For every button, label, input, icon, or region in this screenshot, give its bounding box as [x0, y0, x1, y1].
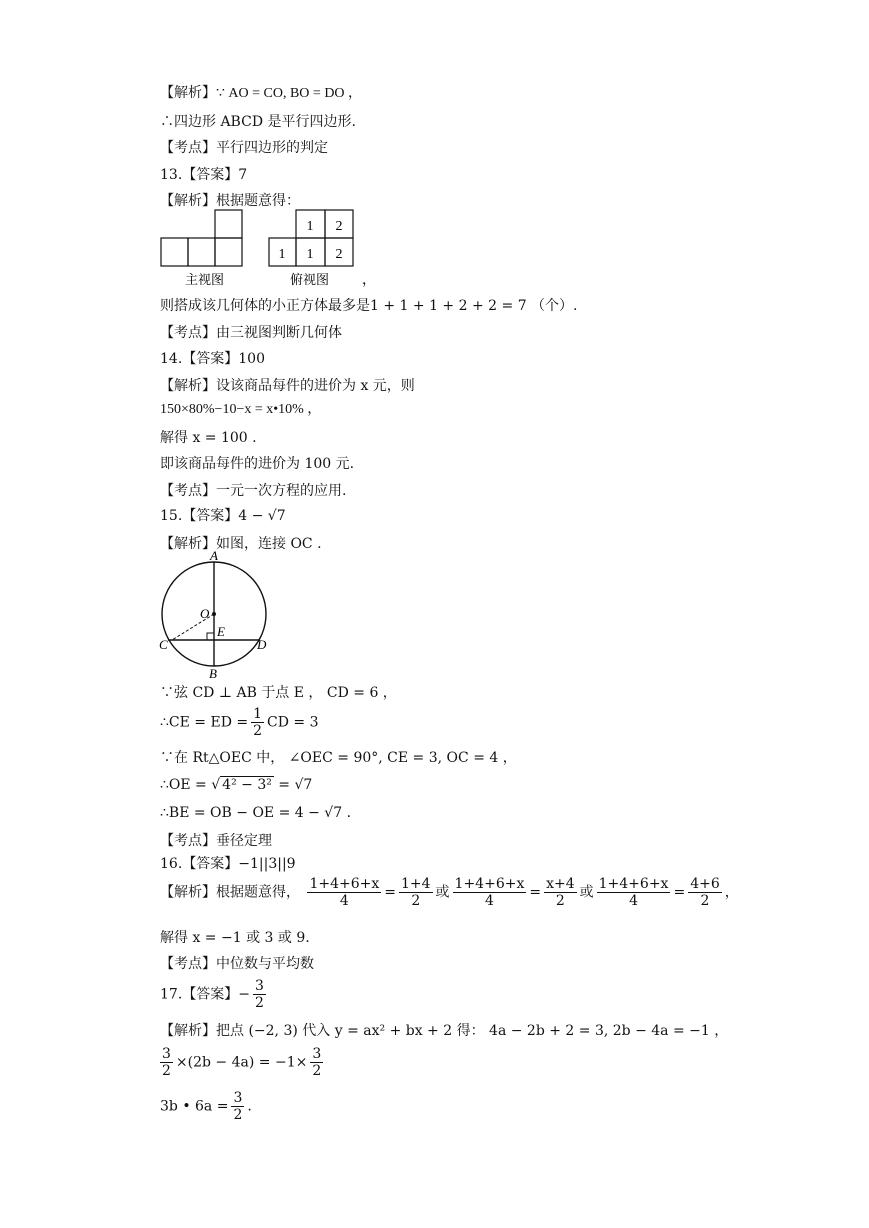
conclusion-q14: 即该商品每件的进价为 100 元.	[160, 456, 355, 472]
analysis-q14: 【解析】设该商品每件的进价为 x 元，则	[160, 378, 415, 394]
circle-figure	[156, 548, 276, 680]
top-view-cell: 1	[306, 219, 314, 234]
top-view-cell: 2	[335, 219, 343, 234]
point-q13: 【考点】由三视图判断几何体	[160, 325, 342, 341]
step2-q15: ∴CE = ED = $\frac{1}{2}$ CD = 3	[160, 706, 319, 739]
point-q12: 【考点】平行四边形的判定	[160, 140, 328, 156]
step2-q17: $\frac{3}{2}$ ×(2b − 4a) = −1× $\frac{3}{2}$	[162, 1046, 322, 1079]
analysis-math: ∵ AO = CO, BO = DO ，	[216, 86, 363, 101]
step5-q15: ∴BE = OB − OE = 4 − √7 .	[160, 805, 352, 821]
analysis-q13: 【解析】根据题意得：	[160, 193, 300, 209]
three-view-figure	[160, 208, 380, 288]
label-D: D	[257, 637, 267, 652]
analysis-tag: 【解析】	[160, 85, 216, 101]
step3-q17: 3b • 6a = $\frac{3}{2}$ .	[160, 1090, 252, 1123]
solve-q14: 解得 x = 100 .	[160, 430, 257, 446]
step1-q15: ∵弦 CD ⊥ AB 于点 E ， CD = 6 ，	[160, 685, 397, 701]
conclusion-parallelogram: ∴四边形 ABCD 是平行四边形.	[160, 114, 356, 130]
step3-q15: ∵在 Rt△OEC 中， ∠OEC = 90°, CE = 3, OC = 4 ，	[160, 750, 517, 766]
answer-q17: 17.【答案】− $\frac{3}{2}$	[160, 978, 264, 1011]
answer-q13: 13.【答案】7	[160, 167, 248, 183]
step4-q15: ∴OE = √ 4² − 3² = √7	[160, 777, 313, 793]
label-A: A	[210, 548, 218, 563]
label-E: E	[217, 624, 225, 639]
answer-q14: 14.【答案】100	[160, 351, 265, 367]
label-B: B	[209, 666, 217, 680]
label-O: O	[200, 606, 210, 621]
label-C: C	[159, 637, 168, 652]
svg-text:，: ，	[362, 273, 376, 288]
analysis-q17: 【解析】把点 (−2, 3) 代入 y = ax² + bx + 2 得： 4a − 2b + 2 = 3, 2b − 4a = −1 ，	[160, 1023, 729, 1039]
analysis-line-1	[160, 84, 362, 103]
top-view-cell: 1	[306, 247, 314, 262]
top-view-cell: 2	[335, 247, 343, 262]
answer-q16: 16.【答案】−1||3||9	[160, 856, 296, 872]
main-view-grid	[161, 210, 242, 266]
analysis-q16: 【解析】根据题意得， $\frac{1+4+6+x}{4}$ = $\frac{1+4}{2}$ 或 $\frac{1+4+6+x}{4}$ = $\frac{x+4}{2}$ 或 $\frac{1+4+6+x}{4}$ = $\frac{4+6}{2}$ ，	[160, 876, 739, 909]
main-view-label: 主视图	[185, 273, 225, 288]
point-q15: 【考点】垂径定理	[160, 833, 272, 849]
equation-q14: 150×80%−10−x = x•10% ，	[160, 402, 322, 417]
top-view-cell: 1	[278, 247, 286, 262]
point-q16: 【考点】中位数与平均数	[160, 956, 314, 972]
point-q14: 【考点】一元一次方程的应用.	[160, 483, 347, 499]
answer-q15: 15.【答案】4 − √7	[160, 508, 286, 524]
solve-q16: 解得 x = −1 或 3 或 9.	[160, 930, 310, 946]
top-view-label: 俯视图	[290, 273, 330, 288]
result-q13: 则搭成该几何体的小正方体最多是1 + 1 + 1 + 2 + 2 = 7 （个）.	[160, 298, 578, 314]
analysis-q15: 【解析】如图，连接 OC .	[160, 536, 322, 552]
